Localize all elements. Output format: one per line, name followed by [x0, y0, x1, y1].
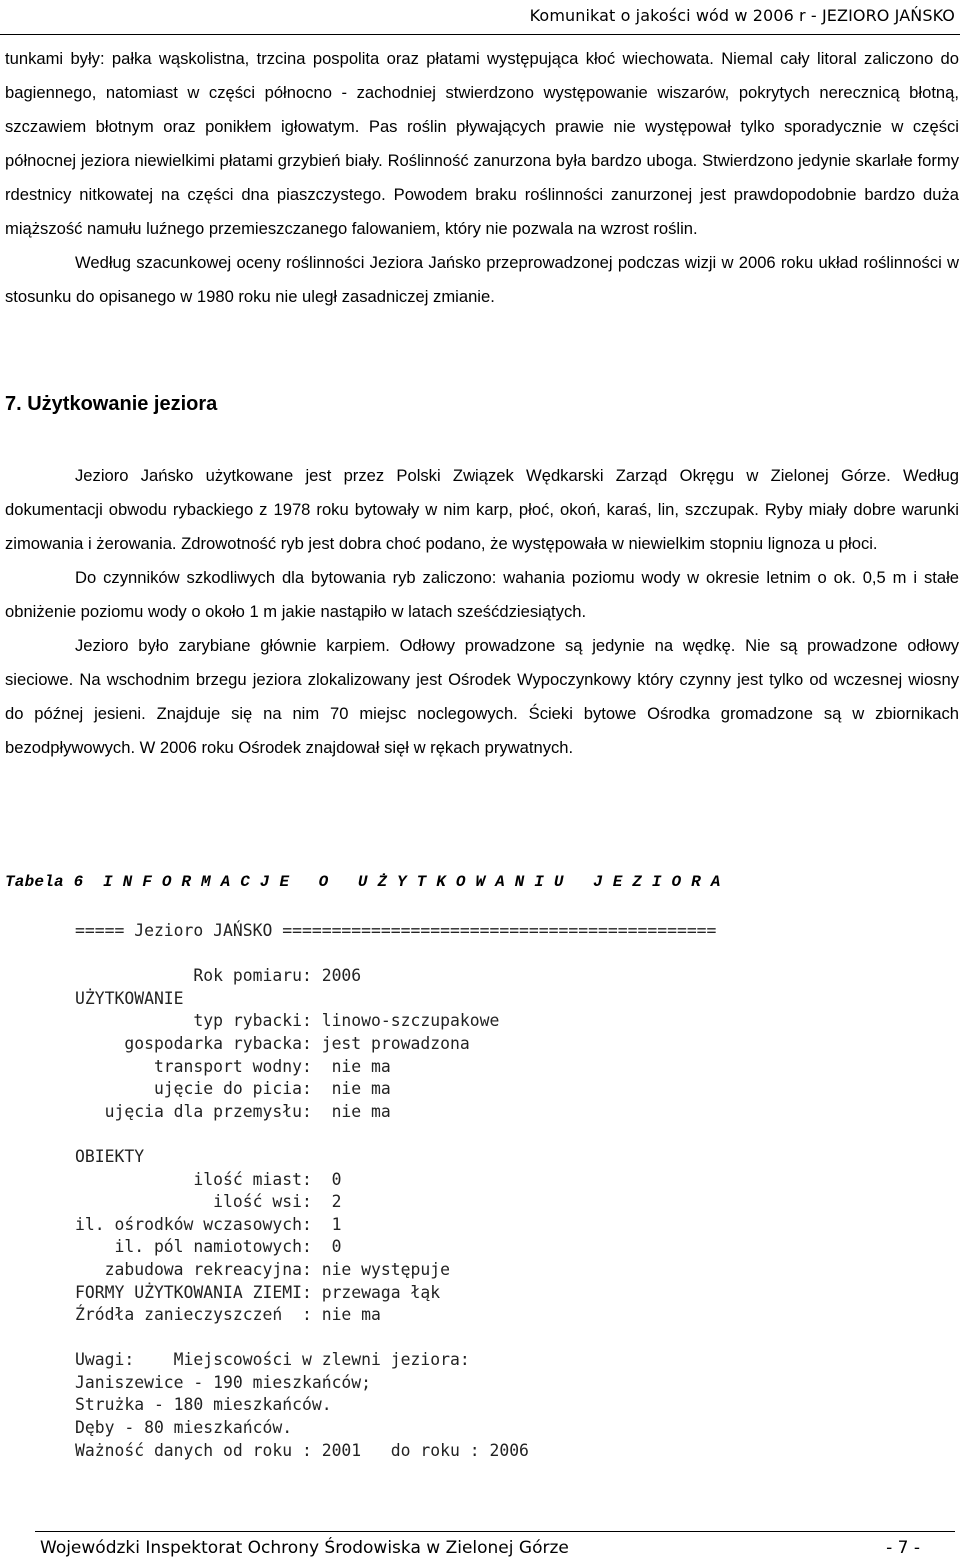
intro-text — [5, 42, 959, 314]
page-number: - 7 - — [886, 1538, 920, 1558]
usage-info-table — [75, 920, 716, 1462]
table-line: OBIEKTY — [75, 1146, 145, 1166]
header-rule — [0, 34, 960, 35]
table-line: FORMY UŻYTKOWANIA ZIEMI: przewaga łąk — [75, 1282, 441, 1302]
table-line: Źródła zanieczyszczeń : nie ma — [75, 1305, 381, 1325]
table-title: Tabela 6 I N F O R M A C J E O U Ż Y T K O W A N I U J E Z I O R A — [5, 873, 721, 891]
paragraph: Do czynników szkodliwych dla bytowania ryb zaliczono: wahania poziomu wody w okresie letnim o ok. 0,5 m i stałe obniżenie poziomu wody o około 1 m jakie nastąpiło w latach sześćdziesiątych. — [5, 568, 959, 621]
table-line: UŻYTKOWANIE — [75, 988, 184, 1008]
running-header: Komunikat o jakości wód w 2006 r - JEZIORO JAŃSKO — [529, 6, 955, 25]
paragraph: tunkami były: pałka wąskolistna, trzcina pospolita oraz płatami występująca kłoć wiechowata. Niemal cały litoral zaliczono do bagiennego, natomiast w części północno - zachodniej stwierdzono występowanie wiszarów, pokrytych nerecznicą błotną, szczawiem błotnym oraz ponikłem igłowatym. Pas roślin pływających prawie nie występował tylko sporadycznie w części północnej jeziora niewielkimi płatami grzybień biały. Roślinność zanurzona była bardzo uboga. Stwierdzono jedynie skarlałe formy rdestnicy nitkowatej na części dna piaszczystego. Powodem braku roślinności zanurzonej jest prawdopodobnie bardzo duża miąższość namułu luźnego przemieszczanego falowaniem, który nie pozwala na wzrost roślin. — [5, 49, 959, 238]
paragraph: Jezioro było zarybiane głównie karpiem. Odłowy prowadzone są jedynie na wędkę. Nie są prowadzone odłowy sieciowe. Na wschodnim brzegu jeziora zlokalizowany jest Ośrodek Wypoczynkowy który czynny jest tylko od wczesnej wiosny do późnej jesieni. Znajduje się na nim 70 miejsc noclegowych. Ścieki bytowe Ośrodka gromadzone są w zbiornikach bezodpływowych. W 2006 roku Ośrodek znajdował sięł w rękach prywatnych. — [5, 636, 959, 757]
footer-rule — [35, 1531, 955, 1532]
table-line: ilość miast: 0 — [75, 1169, 342, 1189]
table-line: typ rybacki: linowo-szczupakowe — [75, 1011, 500, 1031]
table-line: Janiszewice - 190 mieszkańców; — [75, 1372, 372, 1392]
section-heading: 7. Użytkowanie jeziora — [5, 393, 218, 415]
table-line: transport wodny: nie ma — [75, 1056, 391, 1076]
table-line: il. pól namiotowych: 0 — [75, 1237, 342, 1257]
table-line: ===== Jezioro JAŃSKO ============================================ — [75, 921, 717, 940]
table-line: Rok pomiaru: 2006 — [75, 966, 362, 986]
section-text — [5, 459, 959, 765]
table-line: Ważność danych od roku : 2001 do roku : 2006 — [75, 1440, 529, 1460]
table-line: Uwagi: Miejscowości w zlewni jeziora: — [75, 1350, 470, 1370]
paragraph: Jezioro Jańsko użytkowane jest przez Polski Związek Wędkarski Zarząd Okręgu w Zielonej Górze. Według dokumentacji obwodu rybackiego z 1978 roku bytowały w nim karp, płoć, okoń, karaś, lin, szczupak. Ryby miały dobre warunki zimowania i żerowania. Zdrowotność ryb jest dobra choć podano, że występowała w niewielkim stopniu lignoza u płoci. — [5, 466, 959, 553]
table-line: gospodarka rybacka: jest prowadzona — [75, 1033, 470, 1053]
table-line: ilość wsi: 2 — [75, 1192, 342, 1212]
paragraph: Według szacunkowej oceny roślinności Jeziora Jańsko przeprowadzonej podczas wizji w 2006 roku układ roślinności w stosunku do opisanego w 1980 roku nie uległ zasadniczej zmianie. — [5, 253, 959, 306]
table-line: ujęcie do picia: nie ma — [75, 1079, 391, 1099]
table-line: Strużka - 180 mieszkańców. — [75, 1395, 332, 1415]
footer-institution: Wojewódzki Inspektorat Ochrony Środowiska w Zielonej Górze — [40, 1538, 569, 1558]
table-line: zabudowa rekreacyjna: nie występuje — [75, 1259, 450, 1279]
table-line: Dęby - 80 mieszkańców. — [75, 1418, 293, 1438]
table-line: il. ośrodków wczasowych: 1 — [75, 1214, 342, 1234]
table-line: ujęcia dla przemysłu: nie ma — [75, 1101, 391, 1121]
